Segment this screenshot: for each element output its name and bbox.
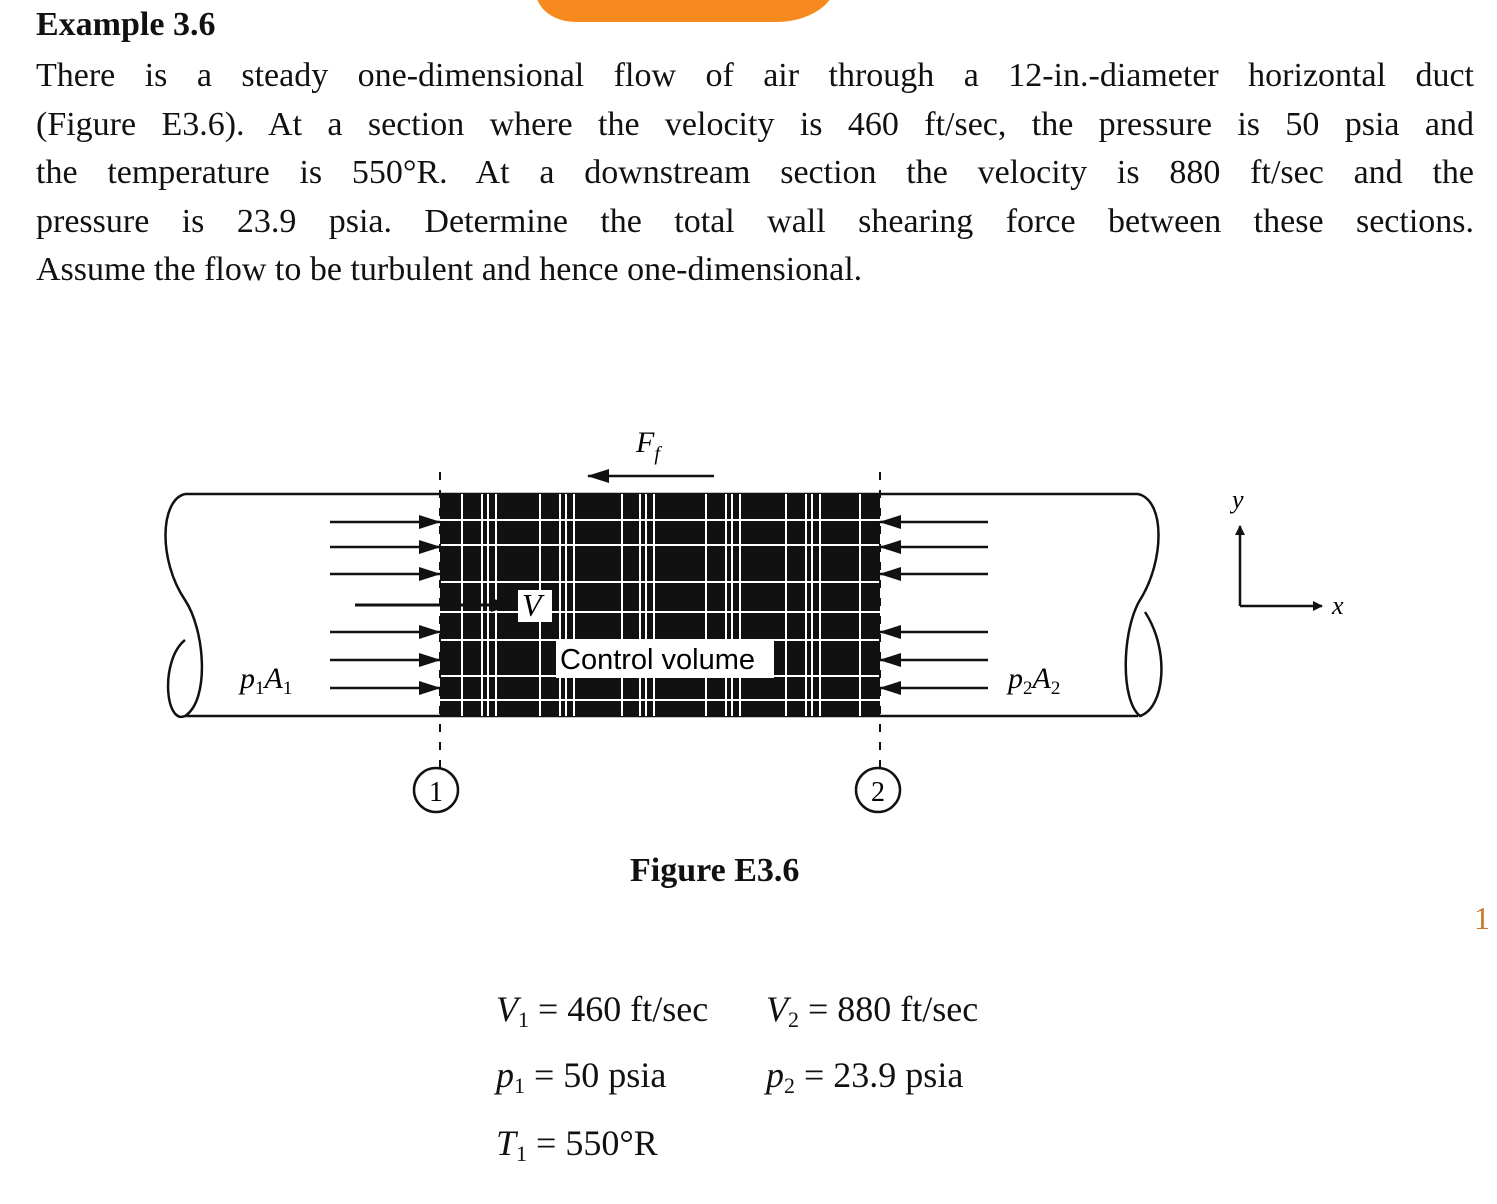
- coordinate-axes: [1240, 526, 1322, 606]
- figure-caption: Figure E3.6: [630, 852, 800, 889]
- outlet-pressure-arrows: [880, 522, 988, 688]
- given-v2: $V_2 = 880$ ft/sec: [766, 989, 979, 1032]
- problem-line: the temperature is 550°R. At a downstream section the velocity is 880 ft/sec and the: [36, 154, 1474, 191]
- given-p2: $p_2 = 23.9$ psia: [766, 1055, 964, 1098]
- given-t1: $T_1 = 550^\circ R$: [496, 1123, 658, 1166]
- velocity-label: V: [522, 587, 542, 623]
- problem-line: (Figure E3.6). At a section where the velocity is 460 ft/sec, the pressure is 50 psia and: [36, 105, 1474, 143]
- svg-text:1: 1: [429, 777, 443, 808]
- problem-line: There is a steady one-dimensional flow of air through a 12-in.-diameter horizontal duct: [36, 57, 1474, 94]
- problem-line: pressure is 23.9 psia. Determine the total wall shearing force between these sections.: [36, 202, 1474, 240]
- page-number: 1: [1474, 900, 1490, 936]
- section-marker-1: [414, 768, 458, 812]
- svg-text:2: 2: [871, 777, 885, 808]
- axis-x-label: x: [1332, 591, 1344, 620]
- outlet-force-label: $p_2A_2$: [1008, 662, 1061, 699]
- force-label: $F_f$: [636, 426, 660, 465]
- given-p1: $p_1 = 50$ psia: [496, 1055, 667, 1098]
- example-title: Example 3.6: [36, 6, 216, 43]
- given-v1: $V_1 = 460$ ft/sec: [496, 989, 709, 1032]
- section-marker-2: [856, 768, 900, 812]
- inlet-force-label: $p_1A_1$: [240, 662, 293, 699]
- control-volume-label: Control volume: [560, 644, 756, 676]
- problem-line: Assume the flow to be turbulent and hence one-dimensional.: [36, 251, 863, 288]
- axis-y-label: y: [1232, 485, 1244, 514]
